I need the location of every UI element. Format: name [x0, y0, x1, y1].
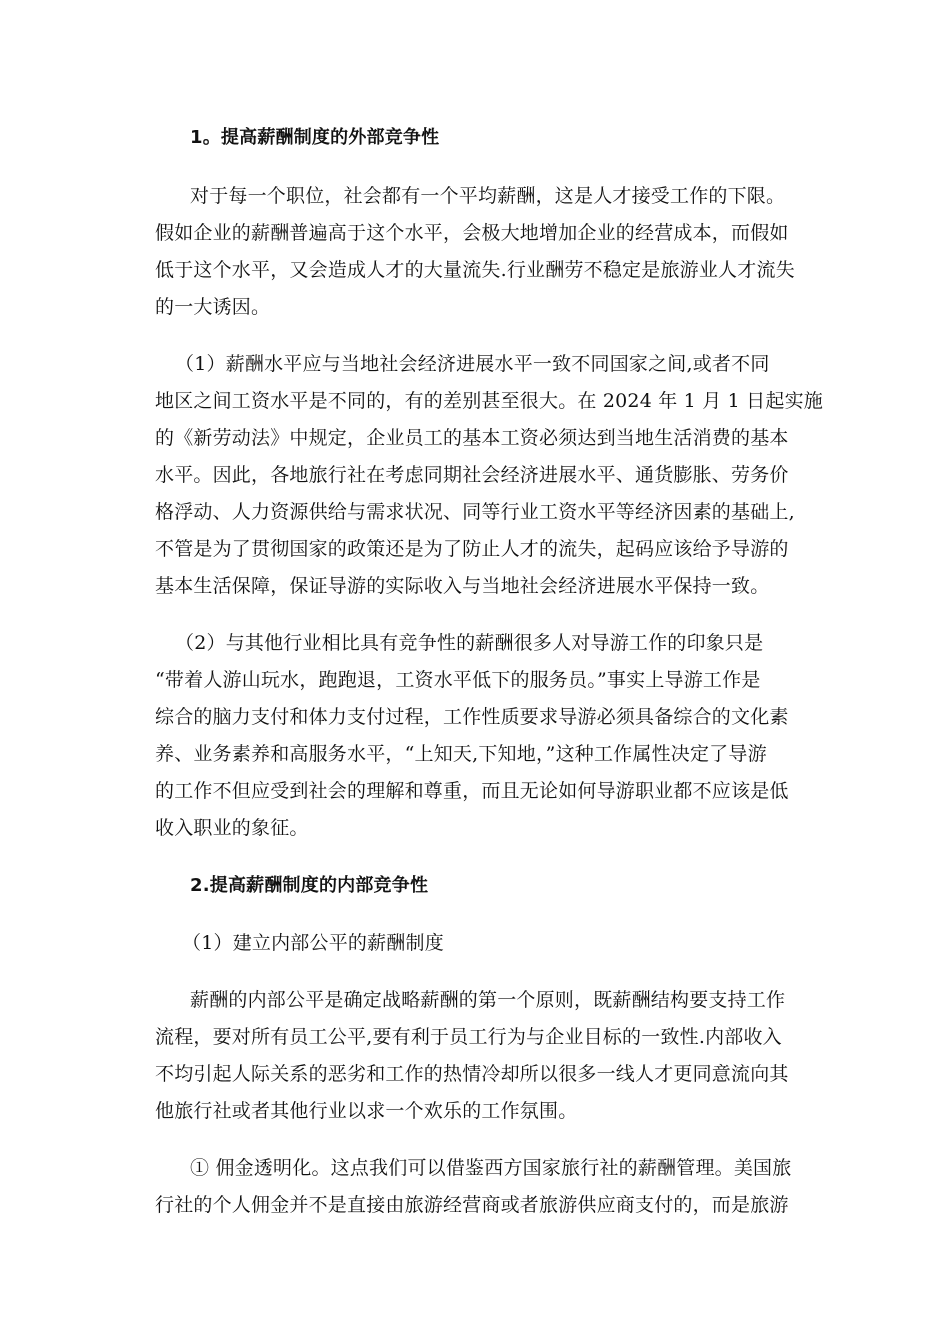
paragraph-line: 收入职业的象征。 [155, 817, 309, 839]
paragraph-line: 行社的个人佣金并不是直接由旅游经营商或者旅游供应商支付的，而是旅游 [155, 1194, 789, 1216]
paragraph-line: 格浮动、人力资源供给与需求状况、同等行业工资水平等经济因素的基础上, [155, 501, 795, 523]
paragraph-line: 他旅行社或者其他行业以求一个欢乐的工作氛围。 [155, 1100, 578, 1122]
paragraph-line: 基本生活保障，保证导游的实际收入与当地社会经济进展水平保持一致。 [155, 575, 770, 597]
paragraph-line: 不均引起人际关系的恶劣和工作的热情冷却所以很多一线人才更同意流向其 [155, 1063, 789, 1085]
paragraph-line: 不管是为了贯彻国家的政策还是为了防止人才的流失，起码应该给予导游的 [155, 538, 789, 560]
paragraph-line: 的工作不但应受到社会的理解和尊重，而且无论如何导游职业都不应该是低 [155, 780, 789, 802]
paragraph-line: 地区之间工资水平是不同的，有的差别甚至很大。在 2024 年 1 月 1 日起实施 [155, 390, 823, 412]
subheading: （1）建立内部公平的薪酬制度 [182, 932, 444, 954]
paragraph-line: 养、业务素养和高服务水平，“上知天,下知地，”这种工作属性决定了导游 [155, 743, 767, 765]
section-heading: 2.提高薪酬制度的内部竞争性 [190, 875, 429, 896]
paragraph-line: “带着人游山玩水，跑跑退，工资水平低下的服务员。”事实上导游工作是 [155, 669, 761, 691]
paragraph-line: （1）薪酬水平应与当地社会经济进展水平一致不同国家之间,或者不同 [175, 353, 770, 375]
paragraph-line: ① 佣金透明化。这点我们可以借鉴西方国家旅行社的薪酬管理。美国旅 [190, 1157, 792, 1179]
paragraph-line: 假如企业的薪酬普遍高于这个水平，会极大地增加企业的经营成本，而假如 [155, 222, 789, 244]
paragraph-line: 薪酬的内部公平是确定战略薪酬的第一个原则，既薪酬结构要支持工作 [190, 989, 786, 1011]
section-heading: 1。提高薪酬制度的外部竞争性 [190, 127, 440, 148]
paragraph-line: 低于这个水平，又会造成人才的大量流失.行业酬劳不稳定是旅游业人才流失 [155, 259, 795, 281]
paragraph-line: 的一大诱因。 [155, 296, 271, 318]
paragraph-line: 对于每一个职位，社会都有一个平均薪酬，这是人才接受工作的下限。 [190, 185, 786, 207]
paragraph-line: 综合的脑力支付和体力支付过程，工作性质要求导游必须具备综合的文化素 [155, 706, 789, 728]
paragraph-line: 的《新劳动法》中规定，企业员工的基本工资必须达到当地生活消费的基本 [155, 427, 789, 449]
paragraph-line: 水平。因此，各地旅行社在考虑同期社会经济进展水平、通货膨胀、劳务价 [155, 464, 789, 486]
paragraph-line: 流程，要对所有员工公平,要有利于员工行为与企业目标的一致性.内部收入 [155, 1026, 782, 1048]
paragraph-line: （2）与其他行业相比具有竞争性的薪酬很多人对导游工作的印象只是 [175, 632, 764, 654]
